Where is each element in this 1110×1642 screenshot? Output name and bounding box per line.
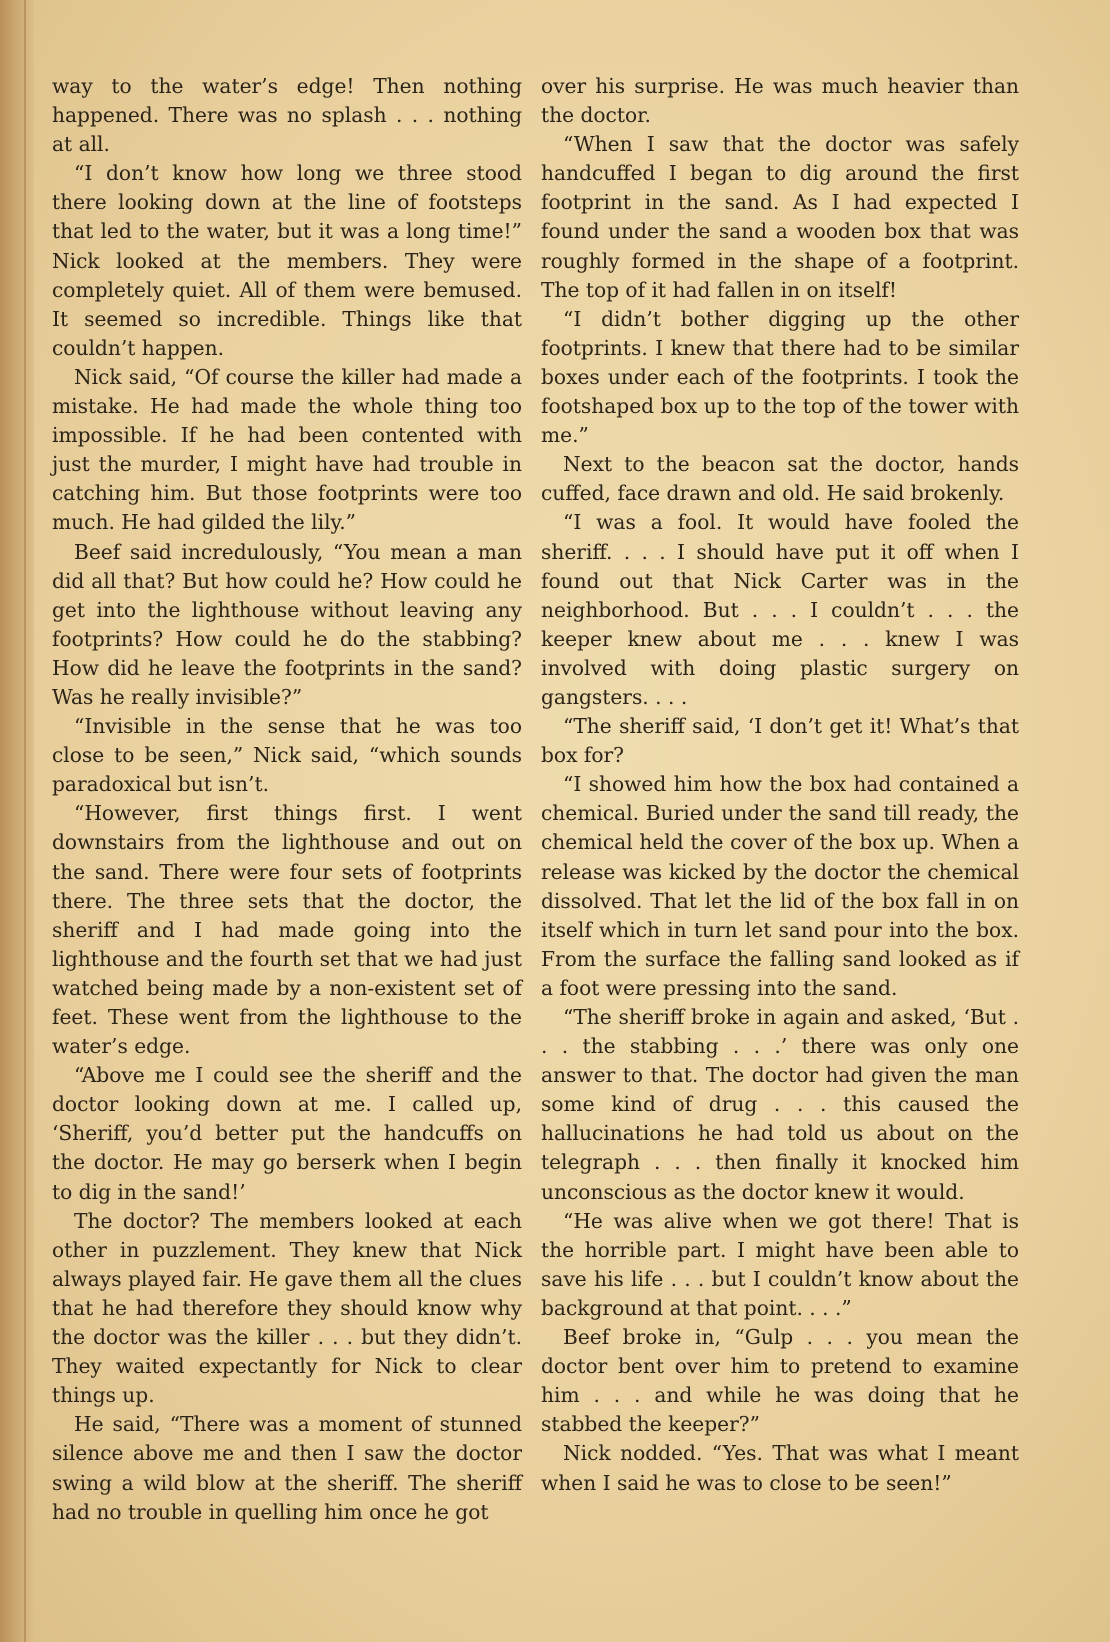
spine-crease [24, 0, 26, 1642]
paragraph: Beef said incredulously, “You mean a man did all that? But how could he? How could he get into the lighthouse without leaving any footprints? How could he do the stabbing? How did he leave the footprints in the sand? Was he really invisible?” [52, 539, 522, 709]
paragraph: way to the water’s edge! Then nothing happened. There was no splash . . . nothing at all. [52, 74, 522, 157]
paragraph: “The sheriff broke in again and asked, ‘But . . . the stabbing . . .’ there was only one answer to that. The doctor had given the man some kind of drug . . . this caused the hallucinations he had told us about on the telegraph . . . then finally it knocked him unconscious as the doctor knew it would. [541, 1005, 1019, 1204]
paragraph: “However, first things first. I went downstairs from the lighthouse and out on the sand. There were four sets of footprints there. The three sets that the doctor, the sheriff and I had made going into the lighthouse and the fourth set that we had just watched being made by a non-existent set of feet. These went from the lighthouse to the water’s edge. [52, 801, 522, 1059]
paragraph: Next to the beacon sat the doctor, hands cuffed, face drawn and old. He said brokenly. [541, 452, 1019, 506]
paragraph: Nick said, “Of course the killer had made a mistake. He had made the whole thing too impossible. If he had been contented with just the murder, I might have had trouble in catching him. But those footprints were too much. He had gilded the lily.” [52, 364, 522, 535]
paragraph: He said, “There was a moment of stunned silence above me and then I saw the doctor swing a wild blow at the sheriff. The sheriff had no trouble in quelling him once he got [52, 1412, 522, 1524]
paragraph: “Invisible in the sense that he was too close to be seen,” Nick said, “which sounds paradoxical but isn’t. [52, 714, 522, 797]
page-spine [0, 0, 34, 1642]
paragraph: “I didn’t bother digging up the other footprints. I knew that there had to be similar boxes under each of the footprints. I took the footshaped box up to the top of the tower with me.” [541, 306, 1019, 448]
paragraph: “He was alive when we got there! That is the horrible part. I might have been able to save his life . . . but I couldn’t know about the background at that point. . . .” [541, 1208, 1019, 1320]
paragraph: “I was a fool. It would have fooled the sheriff. . . . I should have put it off when I found out that Nick Carter was in the neighborhood. But . . . I couldn’t . . . the keeper knew about me . . . knew I was involved with doing plastic surgery on gangsters. . . . [541, 510, 1019, 709]
paragraph: “I don’t know how long we three stood there looking down at the line of footsteps that led to the water, but it was a long time!” Nick looked at the members. They were completely quiet. All of them were bemused. It seemed so incredible. Things like that couldn’t happen. [52, 161, 522, 360]
paragraph: Beef broke in, “Gulp . . . you mean the doctor bent over him to pretend to examine him . . . and while he was doing that he stabbed the keeper?” [541, 1325, 1019, 1437]
paragraph: “The sheriff said, ‘I don’t get it! What’s that box for? [541, 714, 1019, 768]
paragraph: “I showed him how the box had contained a chemical. Buried under the sand till ready, the chemical held the cover of the box up. When a release was kicked by the doctor the chemical dissolved. That let the lid of the box fall in on itself which in turn let sand pour into the box. From the surface the falling sand looked as if a foot were pressing into the sand. [541, 772, 1019, 1000]
paragraph: The doctor? The members looked at each other in puzzlement. They knew that Nick always played fair. He gave them all the clues that he had therefore they should know why the doctor was the killer . . . but they didn’t. They waited expectantly for Nick to clear things up. [52, 1208, 522, 1408]
right-text-column [541, 72, 1019, 1498]
paragraph: over his surprise. He was much heavier than the doctor. [541, 74, 1019, 128]
paragraph: “When I saw that the doctor was safely handcuffed I began to dig around the first footprint in the sand. As I had expected I found under the sand a wooden box that was roughly formed in the shape of a footprint. The top of it had fallen in on itself! [541, 132, 1019, 302]
paragraph: “Above me I could see the sheriff and the doctor looking down at me. I called up, ‘Sheriff, you’d better put the handcuffs on the doctor. He may go berserk when I begin to dig in the sand!’ [52, 1063, 522, 1204]
left-text-column [52, 72, 522, 1527]
paragraph: Nick nodded. “Yes. That was what I meant when I said he was to close to be seen!” [541, 1441, 1019, 1495]
